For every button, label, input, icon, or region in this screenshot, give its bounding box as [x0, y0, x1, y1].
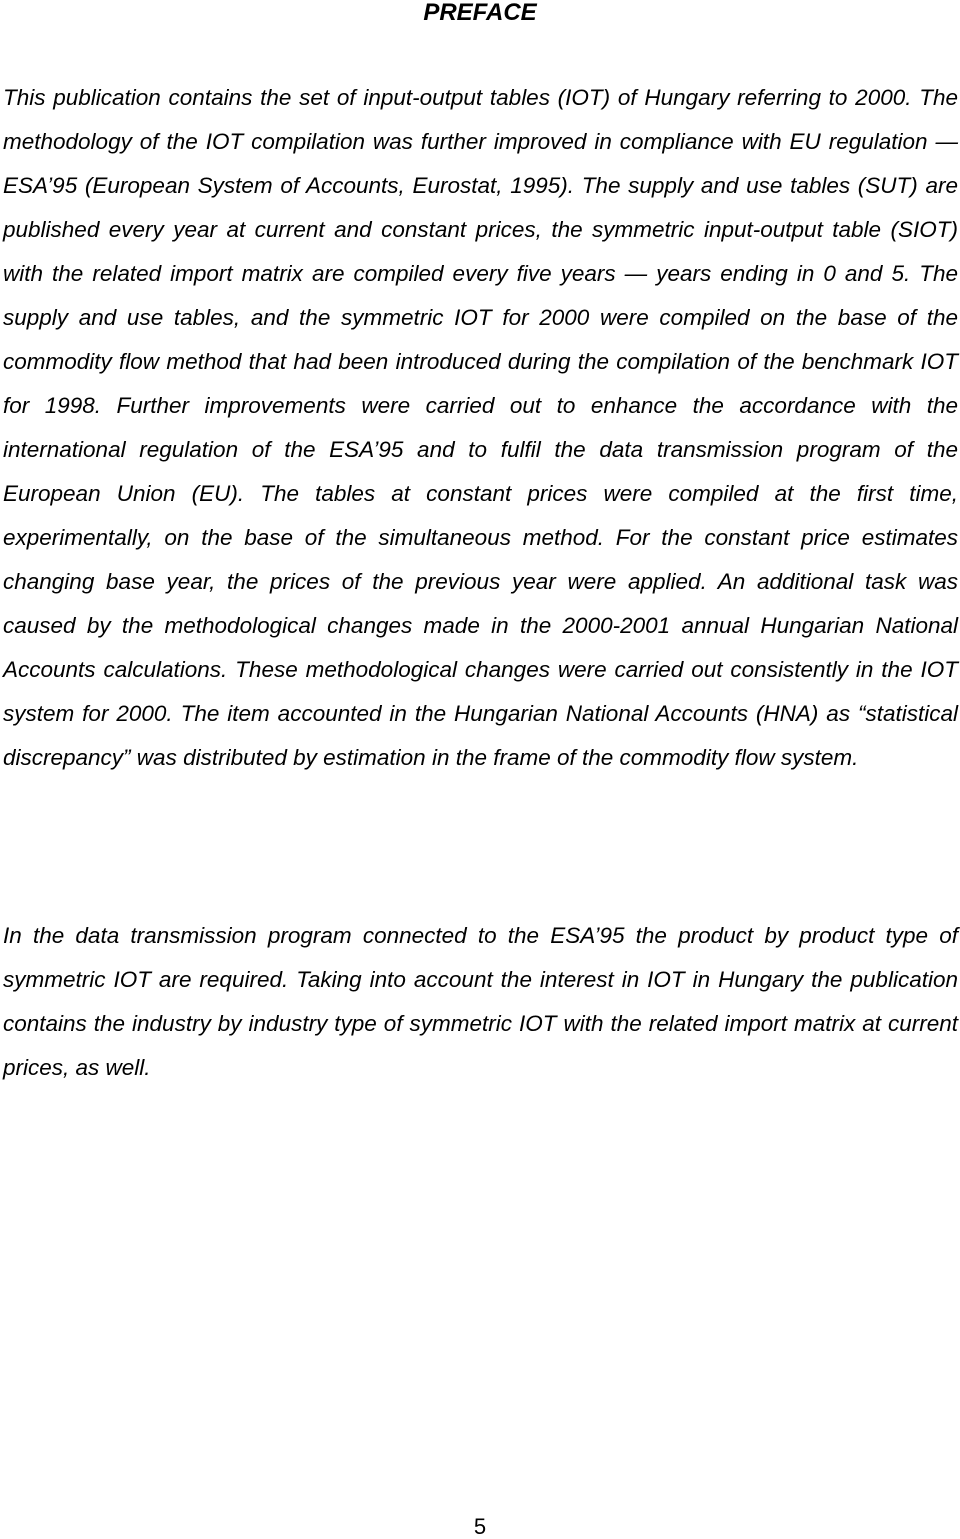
preface-paragraph-1: This publication contains the set of input-output tables (IOT) of Hungary referring to 2000. The methodology of the IOT compilation was further improved in compliance with EU regulation — ESA’95 (European System of Accounts, Eurostat, 1995). The supply and use tables (SUT) are published every year at current and constant prices, the symmetric input-output table (SIOT) with the related import matrix are compiled every five years — years ending in 0 and 5. The supply and use tables, and the symmetric IOT for 2000 were compiled on the base of the commodity flow method that had been introduced during the compilation of the benchmark IOT for 1998. Further improvements were carried out to enhance the accordance with the international regulation of the ESA’95 and to fulfil the data transmission program of the European Union (EU). The tables at constant prices were compiled at the first time, experimentally, on the base of the simultaneous method. For the constant price estimates changing base year, the prices of the previous year were applied. An additional task was caused by the methodological changes made in the 2000-2001 annual Hungarian National Accounts calculations. These methodological changes were carried out consistently in the IOT system for 2000. The item accounted in the Hungarian National Accounts (HNA) as “statistical discrepancy” was distributed by estimation in the frame of the commodity flow system.: [3, 85, 958, 770]
page-number: 5: [473, 1514, 487, 1539]
preface-paragraph-2: In the data transmission program connected to the ESA’95 the product by product type of symmetric IOT are required. Taking into account the interest in IOT in Hungary the publication contains the industry by industry type of symmetric IOT with the related import matrix at current prices, as well.: [3, 923, 958, 1080]
page-title: PREFACE: [423, 0, 537, 26]
